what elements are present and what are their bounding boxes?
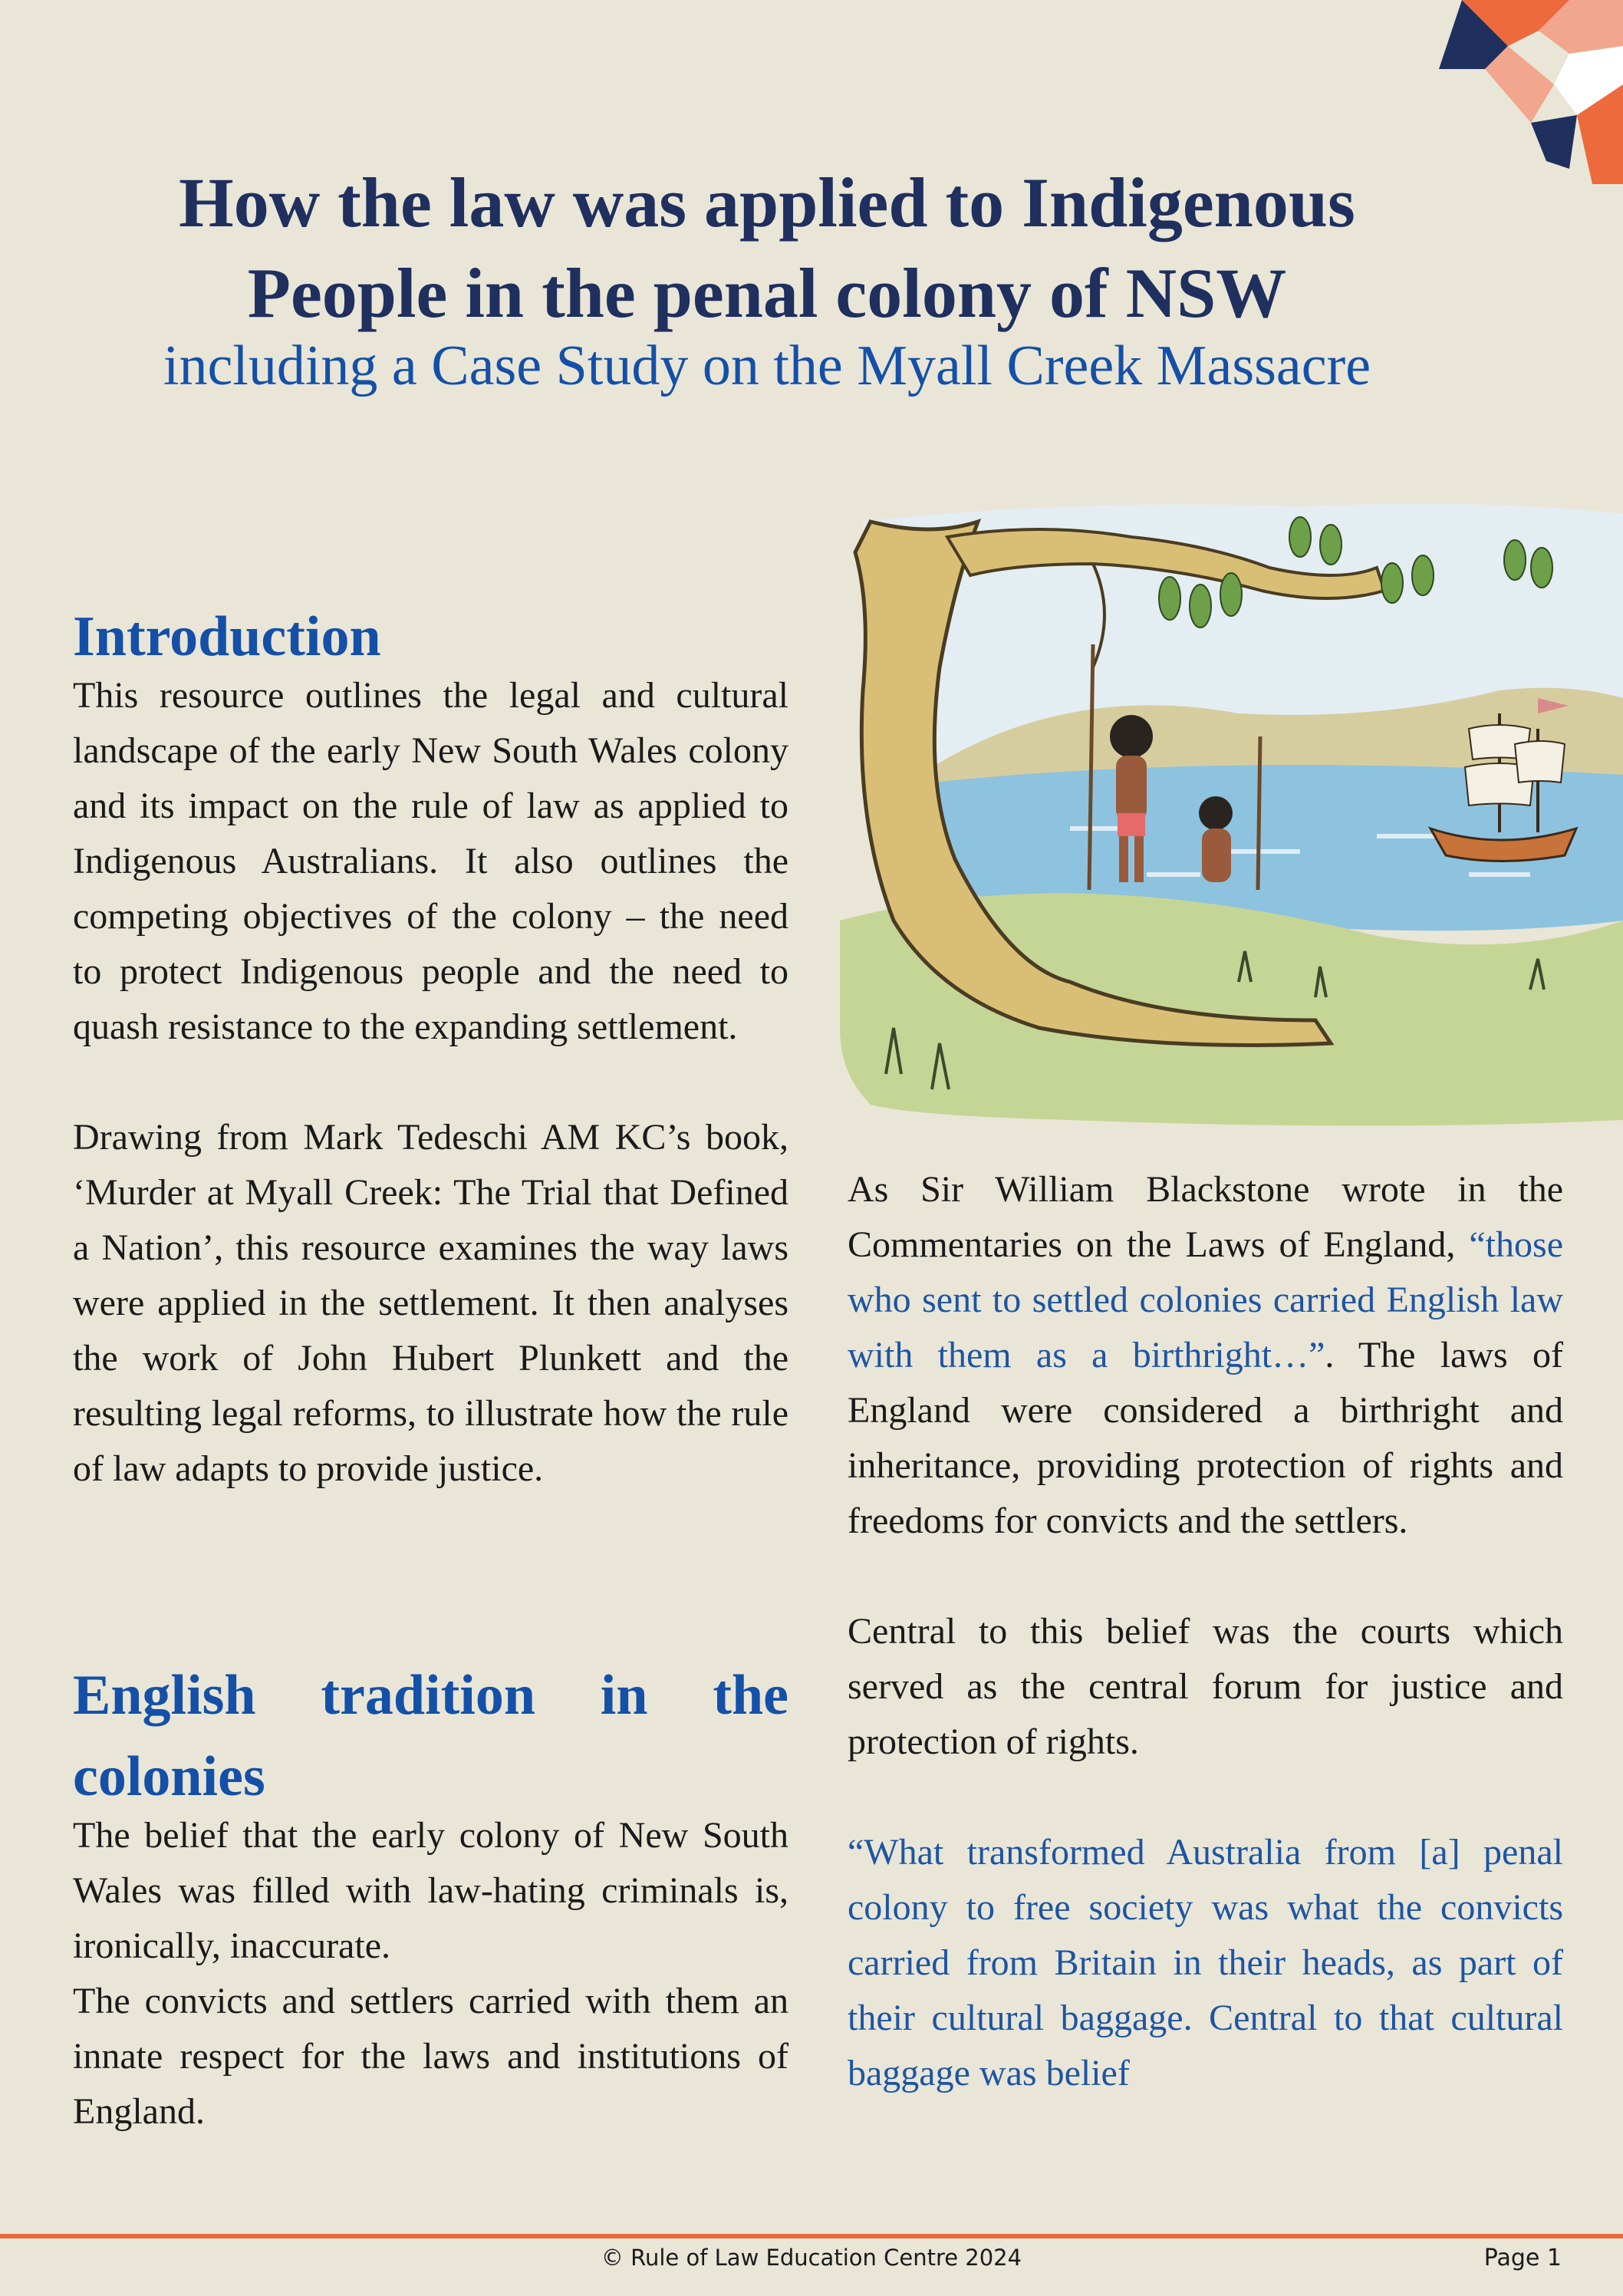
introduction-paragraph-2: Drawing from Mark Tedeschi AM KC’s book, ‘Murder at Myall Creek: The Trial that Defined a Nation’, this resource examines the way laws were applied in the settlement. It then analyses the work of John Hubert Plunkett and the resulting legal reforms, to illustrate how the rule of law adapts to provide justice. bbox=[73, 1117, 788, 1489]
introduction-paragraph-1: This resource outlines the legal and cultural landscape of the early New South Wales colony and its impact on the rule of law as applied to Indigenous Australians. It also outlines the competing objectives of the colony – the need to protect Indigenous people and the need to quash resistance to the expanding settlement. bbox=[73, 675, 788, 1047]
right-column-text bbox=[848, 1162, 1563, 2101]
english-tradition-section bbox=[73, 1653, 788, 2140]
footer-divider bbox=[0, 2234, 1623, 2238]
page-number: Page 1 bbox=[1483, 2245, 1562, 2271]
introduction-section bbox=[73, 595, 788, 1497]
footer-copyright: © Rule of Law Education Centre 2024 bbox=[601, 2245, 1022, 2271]
courts-paragraph: Central to this belief was the courts which served as the central forum for justice and protection of rights. bbox=[848, 1611, 1563, 1762]
title-line-2: People in the penal colony of NSW bbox=[247, 254, 1287, 332]
blackstone-after: . The laws of England were considered a birthright and inheritance, providing protection of rights and freedoms for convicts and the settlers. bbox=[848, 1335, 1563, 1541]
title-line-1: How the law was applied to Indigenous bbox=[179, 163, 1355, 242]
english-tradition-heading: English tradition in the bbox=[73, 1664, 788, 1727]
english-tradition-heading-line-2: colonies bbox=[73, 1745, 265, 1808]
corner-star-decoration bbox=[1393, 0, 1623, 184]
document-subtitle: including a Case Study on the Myall Creek Massacre bbox=[163, 334, 1371, 397]
introduction-heading: Introduction bbox=[73, 605, 381, 668]
document-title bbox=[77, 157, 1457, 338]
transformation-quote: “What transformed Australia from [a] penal colony to free society was what the convicts carried from Britain in their heads, as part of their cultural baggage. Central to that cultural baggage was belief bbox=[848, 1832, 1563, 2093]
watercolour-illustration bbox=[840, 491, 1623, 1132]
blackstone-paragraph bbox=[848, 1162, 1563, 1549]
english-tradition-paragraph-1: The belief that the early colony of New South Wales was filled with law-hating criminals is, ironically, inaccurate. bbox=[73, 1815, 788, 1966]
blackstone-intro: As Sir William Blackstone wrote in the Commentaries on the Laws of England, bbox=[848, 1169, 1563, 1265]
english-tradition-paragraph-2: The convicts and settlers carried with them an innate respect for the laws and institutions of England. bbox=[73, 1981, 788, 2132]
blackstone-quote: “those who sent to settled colonies carried English law with them as a birthright…” bbox=[848, 1224, 1563, 1375]
